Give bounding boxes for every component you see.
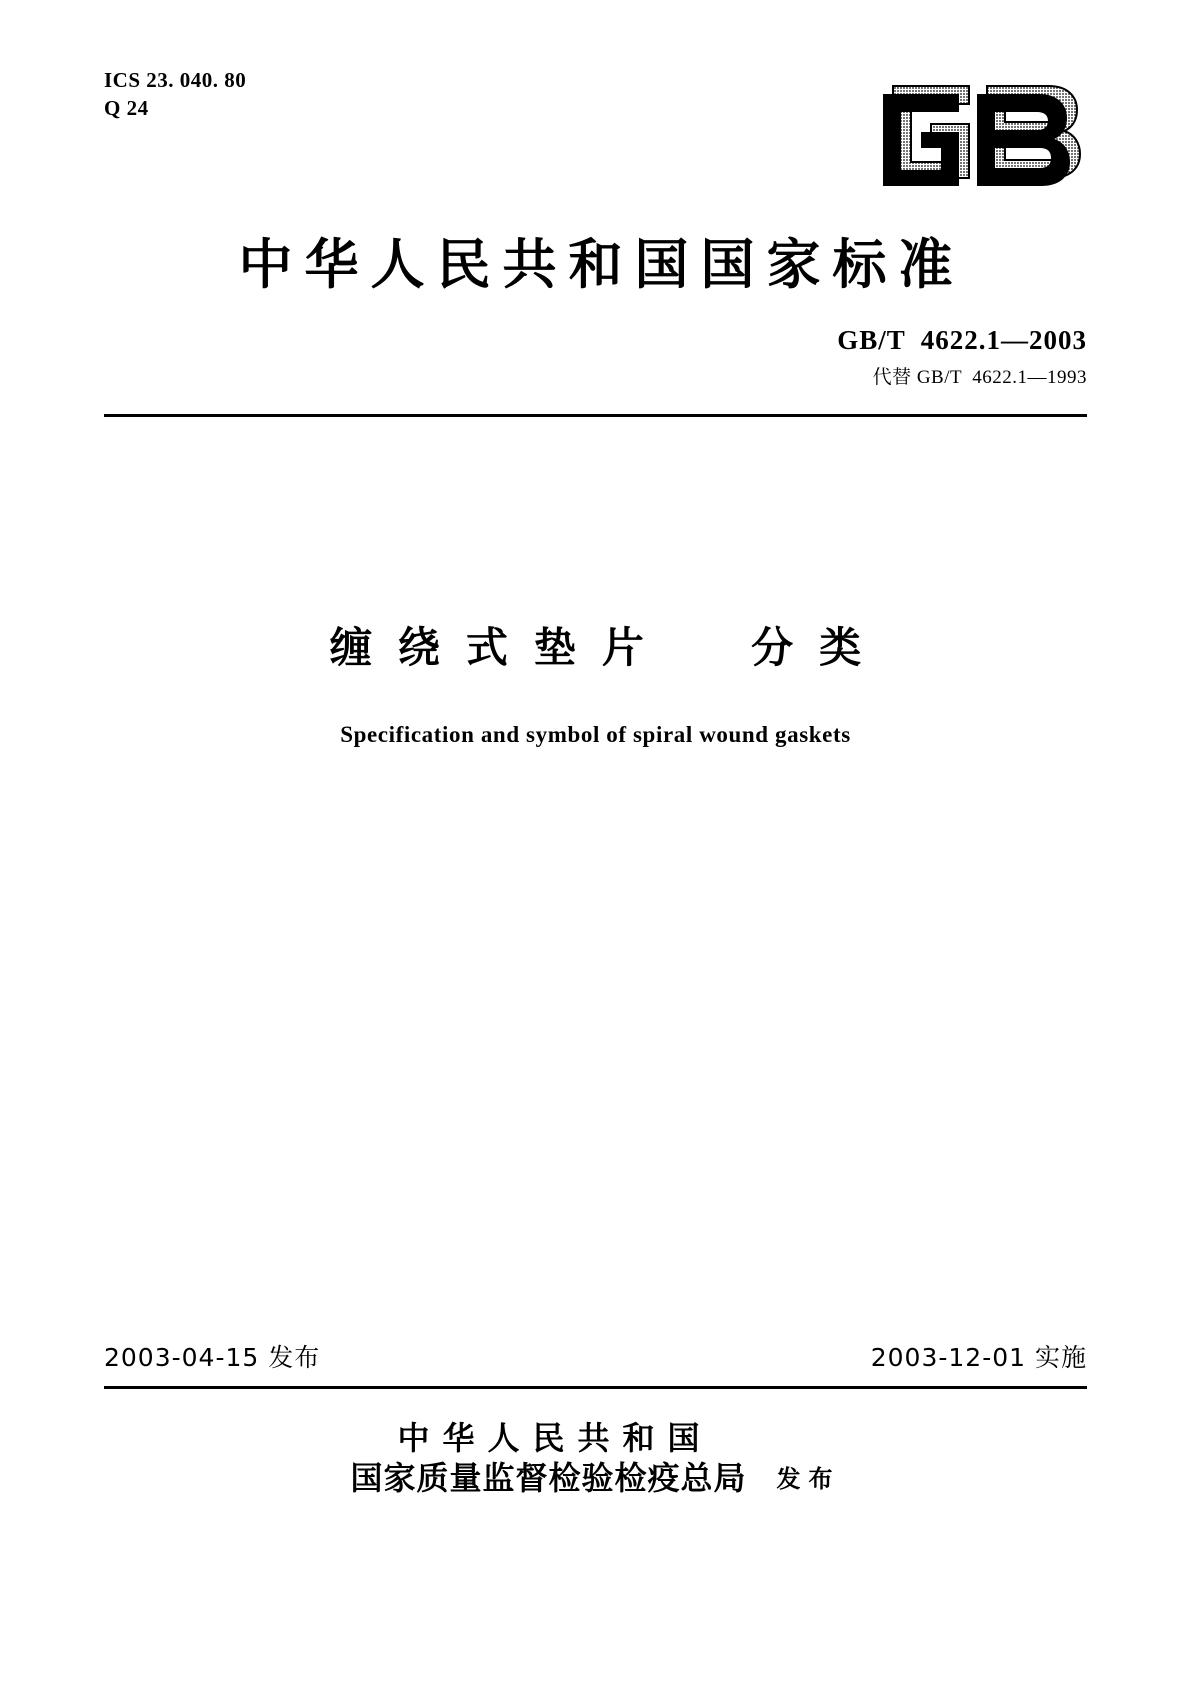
standard-number-block xyxy=(837,325,1087,389)
footer-divider xyxy=(104,1386,1087,1389)
national-standard-title: 中华人民共和国国家标准 xyxy=(238,233,965,296)
publisher-block xyxy=(0,1418,1191,1498)
document-title-english: Specification and symbol of spiral wound gaskets xyxy=(340,722,851,747)
standard-number: GB/T 4622.1—2003 xyxy=(837,325,1087,355)
implementation-date: 2003-12-01 实施 xyxy=(870,1343,1087,1372)
gb-logo-icon xyxy=(861,78,1096,188)
publisher-line-2: 国家质量监督检验检疫总局 xyxy=(350,1459,747,1497)
standard-replaces: 代替 GB/T 4622.1—1993 xyxy=(872,367,1087,388)
publisher-line-1: 中华人民共和国 xyxy=(397,1419,713,1457)
publisher-names xyxy=(350,1418,746,1498)
ics-code-block xyxy=(104,66,246,122)
document-title-chinese: 缠绕式垫片 分类 xyxy=(329,623,888,672)
classification-code: Q 24 xyxy=(104,96,149,120)
header-divider xyxy=(104,414,1087,417)
issue-date: 2003-04-15 发布 xyxy=(104,1343,321,1372)
publisher-verb: 发布 xyxy=(776,1465,841,1493)
ics-code: ICS 23. 040. 80 xyxy=(104,68,247,92)
